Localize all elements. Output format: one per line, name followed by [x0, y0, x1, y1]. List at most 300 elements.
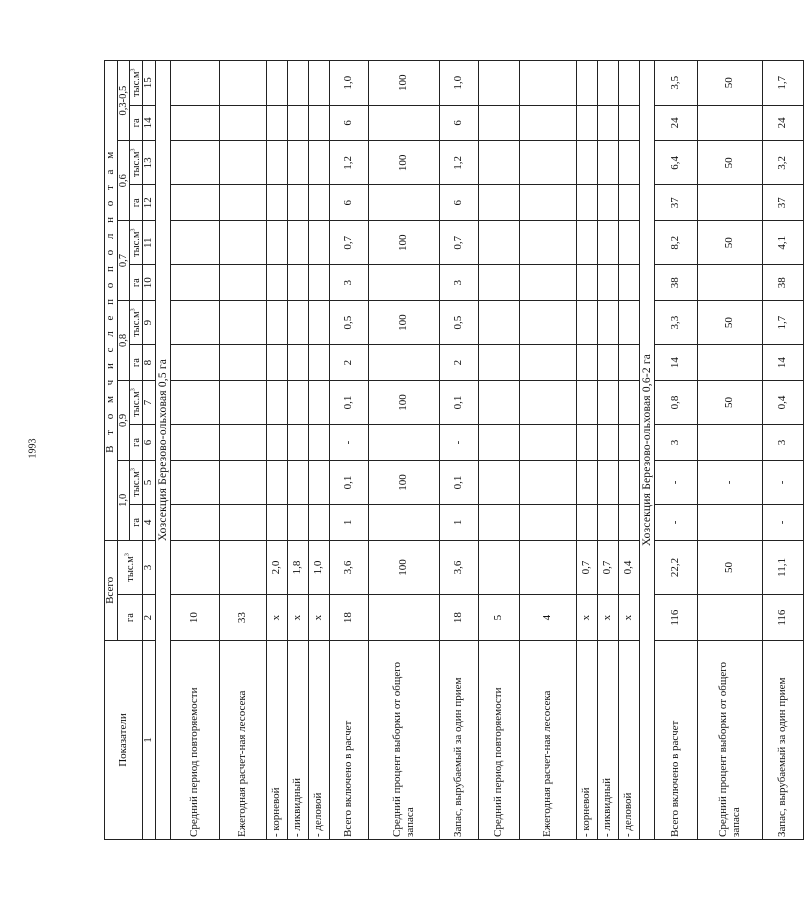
table-cell	[170, 105, 219, 141]
row-label: - деловой	[308, 641, 329, 840]
table-cell	[576, 345, 597, 381]
table-cell	[287, 265, 308, 301]
header-unit-vol	[130, 380, 143, 424]
section-title: Хозсекция Березово-ольховая 0,5 га	[155, 61, 170, 840]
table-cell: 1,7	[762, 61, 803, 106]
table-cell	[597, 380, 618, 424]
table-cell	[618, 141, 639, 185]
table-cell	[519, 185, 576, 221]
table-cell: 0,7	[439, 221, 478, 265]
table-cell: 11,1	[762, 540, 803, 594]
table-cell: 100	[368, 460, 439, 504]
table-cell	[576, 141, 597, 185]
unit-volume-label: тыс.м	[130, 391, 142, 417]
table-cell	[618, 105, 639, 141]
table-cell: 0,7	[329, 221, 368, 265]
table-cell	[519, 540, 576, 594]
table-cell	[170, 221, 219, 265]
table-cell: 3	[439, 265, 478, 301]
table-cell: 3,2	[762, 141, 803, 185]
table-cell	[519, 380, 576, 424]
table-cell	[219, 105, 266, 141]
table-cell: 5	[478, 595, 519, 641]
row-label: Средний период повторяемости	[170, 641, 219, 840]
header-density: 0,9	[118, 380, 130, 460]
table-cell	[170, 460, 219, 504]
table-cell	[618, 345, 639, 381]
table-cell: 0,5	[329, 301, 368, 345]
table-cell	[478, 345, 519, 381]
table-cell	[618, 380, 639, 424]
table-cell	[618, 221, 639, 265]
table-cell	[519, 345, 576, 381]
unit-volume-superscript: 3	[130, 228, 136, 232]
table-cell: 24	[654, 105, 697, 141]
header-unit-vol	[130, 221, 143, 265]
table-cell	[266, 425, 287, 461]
table-cell: -	[439, 425, 478, 461]
table-cell: х	[287, 595, 308, 641]
table-cell	[697, 345, 762, 381]
column-number: 1	[143, 641, 156, 840]
column-number: 6	[143, 425, 156, 461]
table-cell	[478, 380, 519, 424]
table-cell: 22,2	[654, 540, 697, 594]
table-cell	[478, 265, 519, 301]
table-cell	[266, 221, 287, 265]
table-cell: 0,7	[597, 540, 618, 594]
table-cell: 1	[439, 505, 478, 541]
table-cell	[308, 505, 329, 541]
table-cell	[478, 105, 519, 141]
table-cell	[287, 105, 308, 141]
table-cell	[266, 61, 287, 106]
header-density: 0,3-0,5	[118, 61, 130, 141]
table-cell	[597, 425, 618, 461]
column-number: 3	[143, 540, 156, 594]
table-cell	[170, 301, 219, 345]
table-cell	[170, 61, 219, 106]
header-density: 0,8	[118, 301, 130, 381]
table-cell	[576, 185, 597, 221]
table-cell	[287, 221, 308, 265]
unit-volume-label: тыс.м	[130, 231, 142, 258]
table-cell: х	[597, 595, 618, 641]
table-cell	[576, 460, 597, 504]
header-unit-vol	[130, 460, 143, 504]
table-cell: 50	[697, 141, 762, 185]
unit-volume-superscript: 3	[130, 308, 136, 312]
table-cell	[219, 61, 266, 106]
column-number: 11	[143, 221, 156, 265]
row-label: Запас, вырубаемый за один прием	[439, 641, 478, 840]
table-cell: 50	[697, 301, 762, 345]
table-cell: 3,5	[654, 61, 697, 106]
section-title-row	[155, 61, 170, 840]
table-row	[439, 61, 478, 840]
table-cell: 6	[439, 185, 478, 221]
table-cell: 1,0	[308, 540, 329, 594]
column-number: 10	[143, 265, 156, 301]
table-cell	[576, 301, 597, 345]
table-cell	[597, 61, 618, 106]
table-cell: 4	[519, 595, 576, 641]
table-cell	[266, 105, 287, 141]
header-density: 0,7	[118, 221, 130, 301]
table-cell: х	[618, 595, 639, 641]
table-cell	[308, 345, 329, 381]
table-cell: 1,0	[329, 61, 368, 106]
table-cell	[219, 425, 266, 461]
table-cell	[597, 185, 618, 221]
unit-volume-superscript: 3	[130, 68, 136, 72]
table-cell	[618, 185, 639, 221]
row-label: Средний период повторяемости	[478, 641, 519, 840]
table-cell	[618, 425, 639, 461]
table-cell	[287, 301, 308, 345]
table-cell: 0,1	[329, 380, 368, 424]
table-cell: 50	[697, 540, 762, 594]
table-cell: 100	[368, 540, 439, 594]
table-cell	[597, 345, 618, 381]
table-cell	[266, 185, 287, 221]
table-cell	[219, 265, 266, 301]
table-cell	[170, 380, 219, 424]
table-cell: 0,5	[439, 301, 478, 345]
table-cell	[519, 301, 576, 345]
table-cell	[597, 221, 618, 265]
table-cell	[478, 61, 519, 106]
table-cell	[478, 301, 519, 345]
row-label: Ежегодная расчет-ная лесосека	[219, 641, 266, 840]
section-title: Хозсекция Березово-ольховая 0,6-2 га	[639, 61, 654, 840]
row-label: Запас, вырубаемый за один прием	[762, 641, 803, 840]
table-cell: 18	[329, 595, 368, 641]
table-cell: 14	[654, 345, 697, 381]
table-cell: -	[762, 460, 803, 504]
column-number: 13	[143, 141, 156, 185]
header-unit-ha: га	[130, 345, 143, 381]
table-cell: 24	[762, 105, 803, 141]
page-number: 1993	[27, 438, 39, 459]
table-cell	[618, 505, 639, 541]
column-number: 7	[143, 380, 156, 424]
table-cell	[597, 301, 618, 345]
unit-volume-label: тыс.м	[130, 311, 142, 337]
table-cell: -	[654, 460, 697, 504]
table-cell: 33	[219, 595, 266, 641]
table-cell	[519, 425, 576, 461]
table-cell	[597, 105, 618, 141]
table-cell	[219, 141, 266, 185]
table-cell: 1,7	[762, 301, 803, 345]
unit-volume-label: тыс.м	[124, 556, 136, 582]
table-cell	[519, 141, 576, 185]
table-cell: 0,4	[618, 540, 639, 594]
table-row	[597, 61, 618, 840]
table-cell	[368, 425, 439, 461]
row-label: Всего включено в расчет	[654, 641, 697, 840]
unit-volume-superscript: 3	[130, 468, 136, 472]
table-cell	[576, 221, 597, 265]
unit-volume-label: тыс.м	[130, 471, 142, 497]
table-cell	[597, 141, 618, 185]
table-cell: 0,7	[576, 540, 597, 594]
table-row	[368, 61, 439, 840]
row-label: - корневой	[266, 641, 287, 840]
table-cell	[308, 425, 329, 461]
row-label: - корневой	[576, 641, 597, 840]
table-cell: 37	[654, 185, 697, 221]
table-cell	[170, 505, 219, 541]
table-cell	[697, 105, 762, 141]
table-cell: -	[762, 505, 803, 541]
table-cell: 6	[329, 185, 368, 221]
table-row	[170, 61, 219, 840]
table-cell	[266, 301, 287, 345]
table-cell	[519, 265, 576, 301]
table-cell: 4,1	[762, 221, 803, 265]
row-label: Средний процент выборки от общего запаса	[697, 641, 762, 840]
table-cell	[170, 265, 219, 301]
table-cell	[697, 505, 762, 541]
table-cell	[697, 185, 762, 221]
column-number: 8	[143, 345, 156, 381]
table-cell	[368, 505, 439, 541]
row-label: Средний процент выборки от общего запаса	[368, 641, 439, 840]
table-cell	[170, 425, 219, 461]
table-cell	[219, 221, 266, 265]
table-cell: 50	[697, 221, 762, 265]
table-cell	[697, 265, 762, 301]
table-cell	[287, 380, 308, 424]
header-density: 0,6	[118, 141, 130, 221]
table-cell	[287, 345, 308, 381]
table-cell	[576, 380, 597, 424]
table-row	[576, 61, 597, 840]
header-unit-ha: га	[130, 425, 143, 461]
table-cell: 6	[439, 105, 478, 141]
table-cell: 3	[654, 425, 697, 461]
table-cell: 3,3	[654, 301, 697, 345]
table-cell: 18	[439, 595, 478, 641]
row-label: - ликвидный	[597, 641, 618, 840]
table-cell	[576, 265, 597, 301]
table-cell	[219, 540, 266, 594]
table-cell	[219, 345, 266, 381]
table-cell: -	[697, 460, 762, 504]
table-cell	[478, 460, 519, 504]
table-cell	[266, 141, 287, 185]
table-cell: -	[654, 505, 697, 541]
table-cell	[287, 460, 308, 504]
table-cell: 2	[329, 345, 368, 381]
table-cell	[519, 105, 576, 141]
table-cell: 6,4	[654, 141, 697, 185]
header-unit-ha: га	[130, 265, 143, 301]
table-cell	[618, 460, 639, 504]
table-cell: 100	[368, 301, 439, 345]
table-cell: 0,1	[439, 380, 478, 424]
table-cell	[478, 425, 519, 461]
table-cell	[308, 460, 329, 504]
table-cell	[308, 61, 329, 106]
table-row	[287, 61, 308, 840]
table-cell	[308, 141, 329, 185]
table-cell	[368, 345, 439, 381]
table-cell: 6	[329, 105, 368, 141]
table-cell	[697, 595, 762, 641]
table-row	[266, 61, 287, 840]
header-unit-ha: га	[130, 185, 143, 221]
table-cell	[697, 425, 762, 461]
table-cell	[478, 141, 519, 185]
table-cell: 1	[329, 505, 368, 541]
column-number: 15	[143, 61, 156, 106]
table-cell	[576, 505, 597, 541]
table-cell	[478, 505, 519, 541]
column-number: 14	[143, 105, 156, 141]
table-cell	[576, 61, 597, 106]
table-cell: 38	[654, 265, 697, 301]
table-cell	[519, 460, 576, 504]
table-cell	[266, 345, 287, 381]
table-cell	[266, 265, 287, 301]
row-label: Всего включено в расчет	[329, 641, 368, 840]
header-indicator: Показатели	[105, 641, 143, 840]
table-row	[478, 61, 519, 840]
table-cell	[368, 265, 439, 301]
table-cell	[368, 595, 439, 641]
header-unit-vol	[130, 301, 143, 345]
table-cell: 1,2	[329, 141, 368, 185]
table-cell	[170, 345, 219, 381]
table-cell: 0,1	[439, 460, 478, 504]
column-number: 5	[143, 460, 156, 504]
column-numbers-row	[143, 61, 156, 840]
table-cell	[368, 105, 439, 141]
table-cell: х	[308, 595, 329, 641]
unit-volume-superscript: 3	[130, 148, 136, 152]
table-cell: 100	[368, 61, 439, 106]
table-cell	[170, 185, 219, 221]
table-cell: х	[576, 595, 597, 641]
table-cell: 3,6	[329, 540, 368, 594]
table-cell	[597, 265, 618, 301]
table-cell	[618, 265, 639, 301]
row-label: - ликвидный	[287, 641, 308, 840]
header-density: 1,0	[118, 460, 130, 540]
table-cell	[519, 61, 576, 106]
table-cell	[478, 540, 519, 594]
table-cell	[519, 221, 576, 265]
row-label: - деловой	[618, 641, 639, 840]
column-number: 2	[143, 595, 156, 641]
table-cell	[287, 185, 308, 221]
table-cell	[368, 185, 439, 221]
table-cell: -	[329, 425, 368, 461]
table-row	[697, 61, 762, 840]
table-cell	[597, 460, 618, 504]
header-unit-ha: га	[130, 105, 143, 141]
table-cell: 2	[439, 345, 478, 381]
table-cell: 0,4	[762, 380, 803, 424]
table-cell	[478, 185, 519, 221]
column-number: 9	[143, 301, 156, 345]
table-cell	[308, 185, 329, 221]
table-cell: 1,2	[439, 141, 478, 185]
unit-volume-superscript: 3	[124, 553, 130, 557]
table-cell	[576, 425, 597, 461]
table-cell	[308, 105, 329, 141]
column-number: 4	[143, 505, 156, 541]
table-cell	[618, 301, 639, 345]
header-unit-ha: га	[130, 505, 143, 541]
row-label: Ежегодная расчет-ная лесосека	[519, 641, 576, 840]
table-cell: 14	[762, 345, 803, 381]
table-cell	[308, 221, 329, 265]
table-cell	[219, 185, 266, 221]
unit-volume-label: тыс.м	[130, 71, 142, 98]
table-cell: 10	[170, 595, 219, 641]
table-row	[329, 61, 368, 840]
header-total-ha: га	[118, 595, 143, 641]
table-cell: 100	[368, 380, 439, 424]
table-cell	[287, 425, 308, 461]
table-cell: 38	[762, 265, 803, 301]
table-row	[654, 61, 697, 840]
table-cell: 50	[697, 61, 762, 106]
table-cell	[219, 460, 266, 504]
table-row	[308, 61, 329, 840]
table-cell: 116	[762, 595, 803, 641]
table-cell	[266, 505, 287, 541]
table-cell	[287, 505, 308, 541]
table-cell: 3	[329, 265, 368, 301]
table-cell: 2,0	[266, 540, 287, 594]
table-cell: 3,6	[439, 540, 478, 594]
table-cell: 1,0	[439, 61, 478, 106]
unit-volume-label: тыс.м	[130, 151, 142, 178]
table-cell	[597, 505, 618, 541]
table-cell	[266, 460, 287, 504]
table-cell	[170, 540, 219, 594]
header-unit-vol	[130, 61, 143, 106]
table-row	[762, 61, 803, 840]
table-cell: 37	[762, 185, 803, 221]
table-cell: 100	[368, 221, 439, 265]
header-unit-vol	[130, 141, 143, 185]
table-cell	[519, 505, 576, 541]
table-cell: 8,2	[654, 221, 697, 265]
table-cell	[170, 141, 219, 185]
table-cell	[576, 105, 597, 141]
table-cell: 1,8	[287, 540, 308, 594]
table-row	[219, 61, 266, 840]
header-total: Всего	[105, 540, 118, 640]
forest-stand-table	[104, 60, 804, 840]
table-cell	[287, 61, 308, 106]
unit-volume-superscript: 3	[130, 388, 136, 392]
table-row	[618, 61, 639, 840]
table-cell: 116	[654, 595, 697, 641]
header-breakdown: В т о м ч и с л е п о п о л н о т а м	[105, 61, 118, 541]
table-cell	[219, 301, 266, 345]
table-cell: 50	[697, 380, 762, 424]
table-cell	[219, 380, 266, 424]
table-cell: 3	[762, 425, 803, 461]
table-cell	[287, 141, 308, 185]
